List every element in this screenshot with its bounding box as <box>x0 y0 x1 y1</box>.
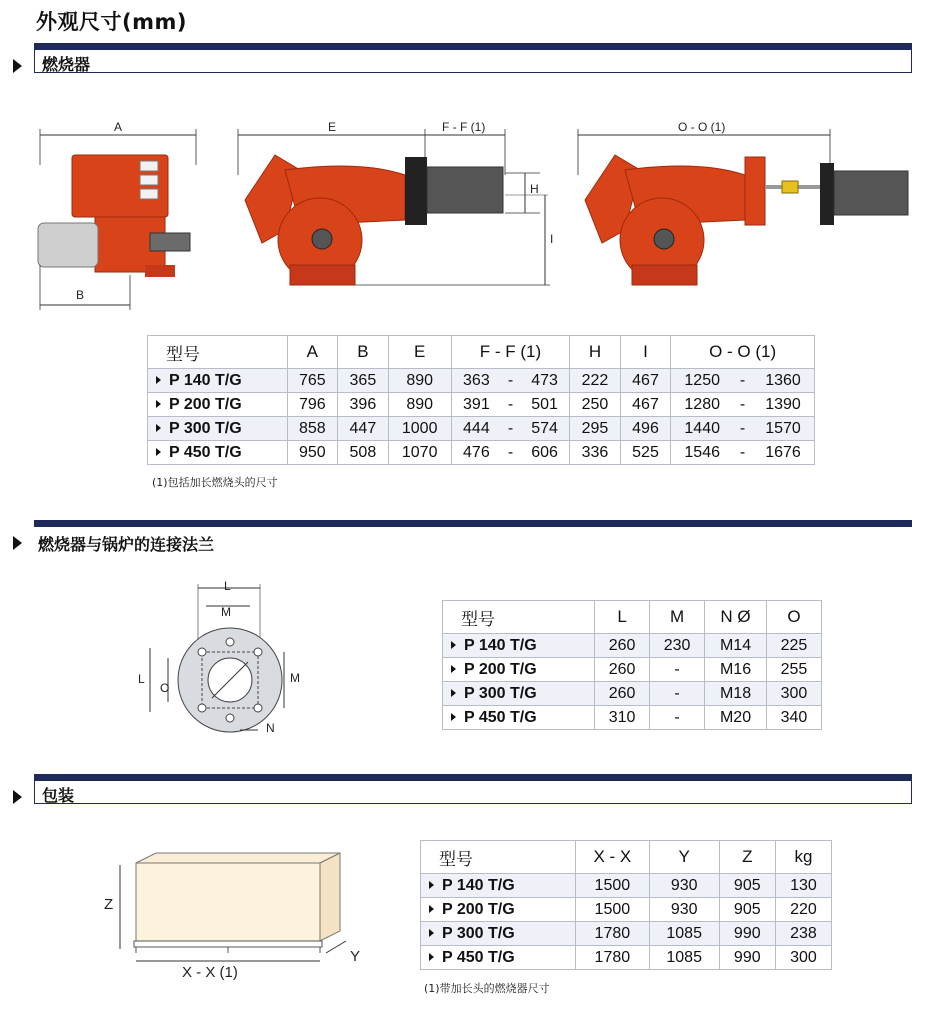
header-z: Z <box>719 841 775 874</box>
table-header-row <box>443 601 822 634</box>
cell-y: 1085 <box>649 946 719 970</box>
cell-o-max: 1360 <box>752 369 815 393</box>
cell-e: 1070 <box>388 441 451 465</box>
table-row <box>421 922 832 946</box>
section-arrow-icon <box>13 790 22 804</box>
burner-front-view <box>38 120 196 310</box>
cell-kg: 300 <box>775 946 831 970</box>
cell-o: 340 <box>766 706 821 730</box>
table-row <box>421 946 832 970</box>
cell-o-min: 1250 <box>671 369 733 393</box>
header-ff: F - F (1) <box>451 336 569 369</box>
dim-label-a: A <box>114 120 123 134</box>
cell-kg: 238 <box>775 922 831 946</box>
cell-i: 467 <box>620 393 671 417</box>
cell-a: 858 <box>287 417 338 441</box>
cell-i: 496 <box>620 417 671 441</box>
table-row <box>443 682 822 706</box>
table-row <box>443 658 822 682</box>
cell-dash: - <box>501 441 520 465</box>
table-row <box>148 369 815 393</box>
flange-table <box>442 600 822 730</box>
model-name: P 200 T/G <box>464 660 537 678</box>
header-model: 型号 <box>421 841 576 874</box>
cell-dash: - <box>501 393 520 417</box>
header-n: N Ø <box>705 601 767 634</box>
cell-l: 260 <box>595 634 650 658</box>
table-row <box>148 393 815 417</box>
cell-o-max: 1390 <box>752 393 815 417</box>
header-y: Y <box>649 841 719 874</box>
model-name: P 200 T/G <box>442 900 515 918</box>
section-title-flange: 燃烧器与锅炉的连接法兰 <box>38 535 215 554</box>
cell-e: 1000 <box>388 417 451 441</box>
flange-label-m-top: M <box>221 605 231 619</box>
table-row <box>421 898 832 922</box>
cell-a: 796 <box>287 393 338 417</box>
cell-l: 260 <box>595 658 650 682</box>
cell-a: 950 <box>287 441 338 465</box>
cell-dash: - <box>501 417 520 441</box>
cell-f-max: 574 <box>520 417 570 441</box>
cell-z: 905 <box>719 898 775 922</box>
model-name: P 140 T/G <box>169 371 242 389</box>
cell-xx: 1780 <box>576 922 650 946</box>
cell-o-min: 1546 <box>671 441 733 465</box>
cell-o-min: 1440 <box>671 417 733 441</box>
burner-side-view-extended <box>578 120 908 285</box>
header-e: E <box>388 336 451 369</box>
header-kg: kg <box>775 841 831 874</box>
burner-side-view <box>238 120 553 285</box>
header-oo: O - O (1) <box>671 336 815 369</box>
cell-f-max: 473 <box>520 369 570 393</box>
cell-e: 890 <box>388 369 451 393</box>
cell-y: 930 <box>649 898 719 922</box>
model-name: P 140 T/G <box>464 636 537 654</box>
header-a: A <box>287 336 338 369</box>
cell-h: 222 <box>570 369 621 393</box>
cell-f-min: 444 <box>451 417 501 441</box>
cell-b: 365 <box>338 369 389 393</box>
cell-o-min: 1280 <box>671 393 733 417</box>
table-header-row <box>148 336 815 369</box>
cell-b: 447 <box>338 417 389 441</box>
cell-z: 990 <box>719 946 775 970</box>
pack-label-z: Z <box>104 896 114 913</box>
cell-m: - <box>650 706 705 730</box>
cell-f-min: 363 <box>451 369 501 393</box>
cell-o: 300 <box>766 682 821 706</box>
section-title-packing: 包装 <box>42 786 75 805</box>
packing-table-note: (1)带加长头的燃烧器尺寸 <box>424 982 550 995</box>
model-name: P 300 T/G <box>442 924 515 942</box>
table-row <box>421 874 832 898</box>
cell-dash: - <box>733 417 752 441</box>
cell-h: 250 <box>570 393 621 417</box>
header-model: 型号 <box>443 601 595 634</box>
packing-table <box>420 840 832 970</box>
burner-dimensions-table <box>147 335 815 465</box>
header-h: H <box>570 336 621 369</box>
flange-label-m-right: M <box>290 671 300 685</box>
header-o: O <box>766 601 821 634</box>
cell-y: 1085 <box>649 922 719 946</box>
cell-o-max: 1676 <box>752 441 815 465</box>
cell-z: 905 <box>719 874 775 898</box>
pack-label-xx: X - X (1) <box>182 964 238 981</box>
model-name: P 450 T/G <box>442 948 515 966</box>
dim-label-oo: O - O (1) <box>678 120 726 134</box>
cell-n: M20 <box>705 706 767 730</box>
pack-label-y: Y <box>350 948 361 965</box>
cell-h: 295 <box>570 417 621 441</box>
table-row <box>148 417 815 441</box>
section-title-burner: 燃烧器 <box>42 55 91 74</box>
model-name: P 300 T/G <box>169 419 242 437</box>
flange-label-o: O <box>160 681 170 695</box>
cell-o: 255 <box>766 658 821 682</box>
header-i: I <box>620 336 671 369</box>
cell-xx: 1500 <box>576 898 650 922</box>
table-row <box>148 441 815 465</box>
cell-f-max: 501 <box>520 393 570 417</box>
cell-e: 890 <box>388 393 451 417</box>
cell-xx: 1780 <box>576 946 650 970</box>
cell-dash: - <box>501 369 520 393</box>
header-l: L <box>595 601 650 634</box>
cell-n: M14 <box>705 634 767 658</box>
cell-n: M18 <box>705 682 767 706</box>
cell-m: - <box>650 658 705 682</box>
cell-dash: - <box>733 441 752 465</box>
cell-a: 765 <box>287 369 338 393</box>
table-row <box>443 706 822 730</box>
cell-m: 230 <box>650 634 705 658</box>
dim-label-e: E <box>328 120 337 134</box>
header-model: 型号 <box>148 336 288 369</box>
page-title: 外观尺寸(mm) <box>36 10 187 34</box>
cell-y: 930 <box>649 874 719 898</box>
cell-z: 990 <box>719 922 775 946</box>
header-xx: X - X <box>576 841 650 874</box>
flange-label-n: N <box>266 721 275 735</box>
section-header-packing <box>34 774 912 806</box>
cell-kg: 220 <box>775 898 831 922</box>
cell-kg: 130 <box>775 874 831 898</box>
table-header-row <box>421 841 832 874</box>
flange-label-l-left: L <box>138 672 145 686</box>
cell-l: 310 <box>595 706 650 730</box>
flange-diagram <box>130 580 330 740</box>
burner-dimension-diagram <box>0 115 927 315</box>
cell-l: 260 <box>595 682 650 706</box>
packing-diagram <box>100 845 380 985</box>
section-arrow-icon <box>13 59 22 73</box>
cell-dash: - <box>733 369 752 393</box>
model-name: P 450 T/G <box>169 443 242 461</box>
cell-m: - <box>650 682 705 706</box>
cell-o: 225 <box>766 634 821 658</box>
dim-label-b: B <box>76 288 85 302</box>
header-m: M <box>650 601 705 634</box>
header-b: B <box>338 336 389 369</box>
cell-b: 508 <box>338 441 389 465</box>
cell-b: 396 <box>338 393 389 417</box>
cell-xx: 1500 <box>576 874 650 898</box>
model-name: P 200 T/G <box>169 395 242 413</box>
burner-table-note: (1)包括加长燃烧头的尺寸 <box>152 476 278 489</box>
cell-i: 467 <box>620 369 671 393</box>
cell-f-max: 606 <box>520 441 570 465</box>
cell-i: 525 <box>620 441 671 465</box>
model-name: P 450 T/G <box>464 708 537 726</box>
model-name: P 140 T/G <box>442 876 515 894</box>
table-row <box>443 634 822 658</box>
cell-f-min: 391 <box>451 393 501 417</box>
dim-label-i: I <box>550 232 554 246</box>
cell-o-max: 1570 <box>752 417 815 441</box>
model-name: P 300 T/G <box>464 684 537 702</box>
section-header-flange <box>34 520 912 552</box>
dim-label-ff: F - F (1) <box>442 120 486 134</box>
section-header-burner <box>34 43 912 75</box>
cell-dash: - <box>733 393 752 417</box>
cell-h: 336 <box>570 441 621 465</box>
section-arrow-icon <box>13 536 22 550</box>
flange-label-l-top: L <box>224 580 231 593</box>
dim-label-h: H <box>530 182 539 196</box>
cell-f-min: 476 <box>451 441 501 465</box>
cell-n: M16 <box>705 658 767 682</box>
